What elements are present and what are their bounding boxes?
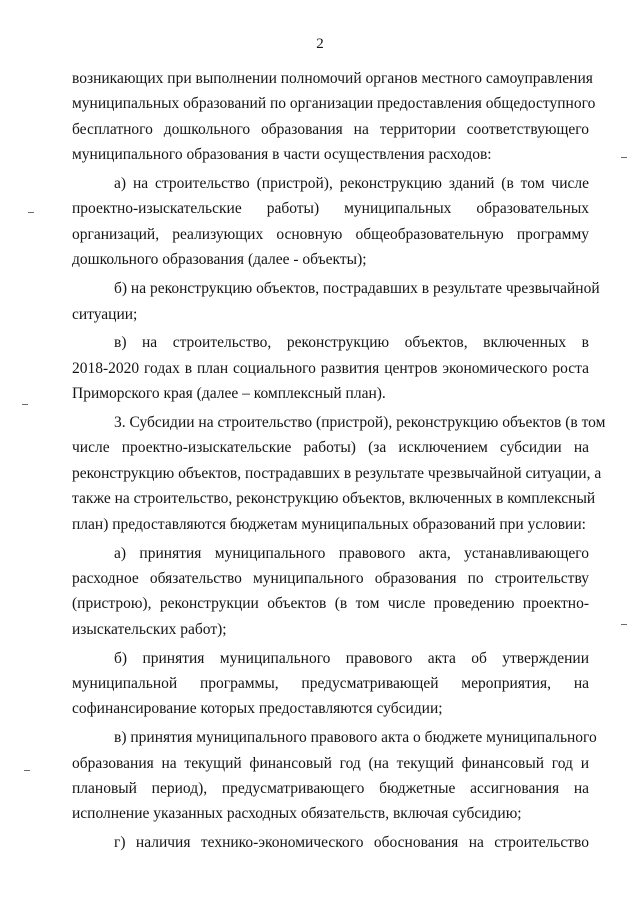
text-line: б) на реконструкцию объектов, пострадавших в результате чрезвычайной <box>114 280 600 298</box>
text-line: организаций, реализующих основную общеобразовательную программу <box>72 225 589 243</box>
text-line: план) предоставляются бюджетам муниципальных образований при условии: <box>72 515 586 533</box>
text-line: возникающих при выполнении полномочий органов местного самоуправления <box>72 70 593 87</box>
text-line: софинансирование которых предоставляются субсидии; <box>72 700 443 718</box>
text-line: проектно-изыскательские работы) муниципальных образовательных <box>72 200 589 218</box>
text-line: муниципальной программы, предусматривающей мероприятия, на <box>72 674 589 692</box>
body-text <box>72 66 606 856</box>
text-line: муниципальных образований по организации предоставления общедоступного <box>72 95 596 113</box>
text-line: 3. Субсидии на строительство (пристрой), реконструкцию объектов (в том <box>114 414 606 432</box>
text-line: Приморского края (далее – комплексный план). <box>72 385 386 403</box>
scan-mark <box>621 157 627 158</box>
text-line: числе проектно-изыскательские работы) (за исключением субсидии на <box>72 439 589 457</box>
text-line: бесплатного дошкольного образования на территории соответствующего <box>72 120 589 138</box>
scan-mark <box>621 624 627 625</box>
scan-mark <box>24 770 30 771</box>
text-line: расходное обязательство муниципального образования по строительству <box>72 569 589 587</box>
text-line: муниципального образования в части осуществления расходов: <box>72 146 492 164</box>
text-line: а) на строительство (пристрой), реконструкцию зданий (в том числе <box>114 175 589 193</box>
text-line: реконструкцию объектов, пострадавших в результате чрезвычайной ситуации, а <box>72 464 602 482</box>
text-line: также на строительство, реконструкцию объектов, включенных в комплексный <box>72 490 596 508</box>
text-line: а) принятия муниципального правового акта, устанавливающего <box>114 544 589 562</box>
text-line: г) наличия технико-экономического обоснования на строительство <box>114 834 589 852</box>
text-line: в) на строительство, реконструкцию объектов, включенных в <box>114 334 589 352</box>
scan-mark <box>28 212 34 213</box>
text-line: в) принятия муниципального правового акта о бюджете муниципального <box>114 729 597 747</box>
text-line: ситуации; <box>72 305 138 323</box>
text-line: исполнение указанных расходных обязательств, включая субсидию; <box>72 805 522 823</box>
text-line: 2018-2020 годах в план социального развития центров экономического роста <box>72 359 589 377</box>
page-number: 2 <box>316 36 324 52</box>
text-line: образования на текущий финансовый год (на текущий финансовый год и <box>72 754 589 772</box>
text-line: изыскательских работ); <box>72 620 227 638</box>
text-line: (пристрою), реконструкции объектов (в том числе проведению проектно- <box>72 595 589 613</box>
text-line: б) принятия муниципального правового акта об утверждении <box>114 649 589 667</box>
text-line: плановый период), предусматривающего бюджетные ассигнования на <box>72 780 589 798</box>
text-line: дошкольного образования (далее - объекты); <box>72 251 367 269</box>
scan-mark <box>22 404 28 405</box>
